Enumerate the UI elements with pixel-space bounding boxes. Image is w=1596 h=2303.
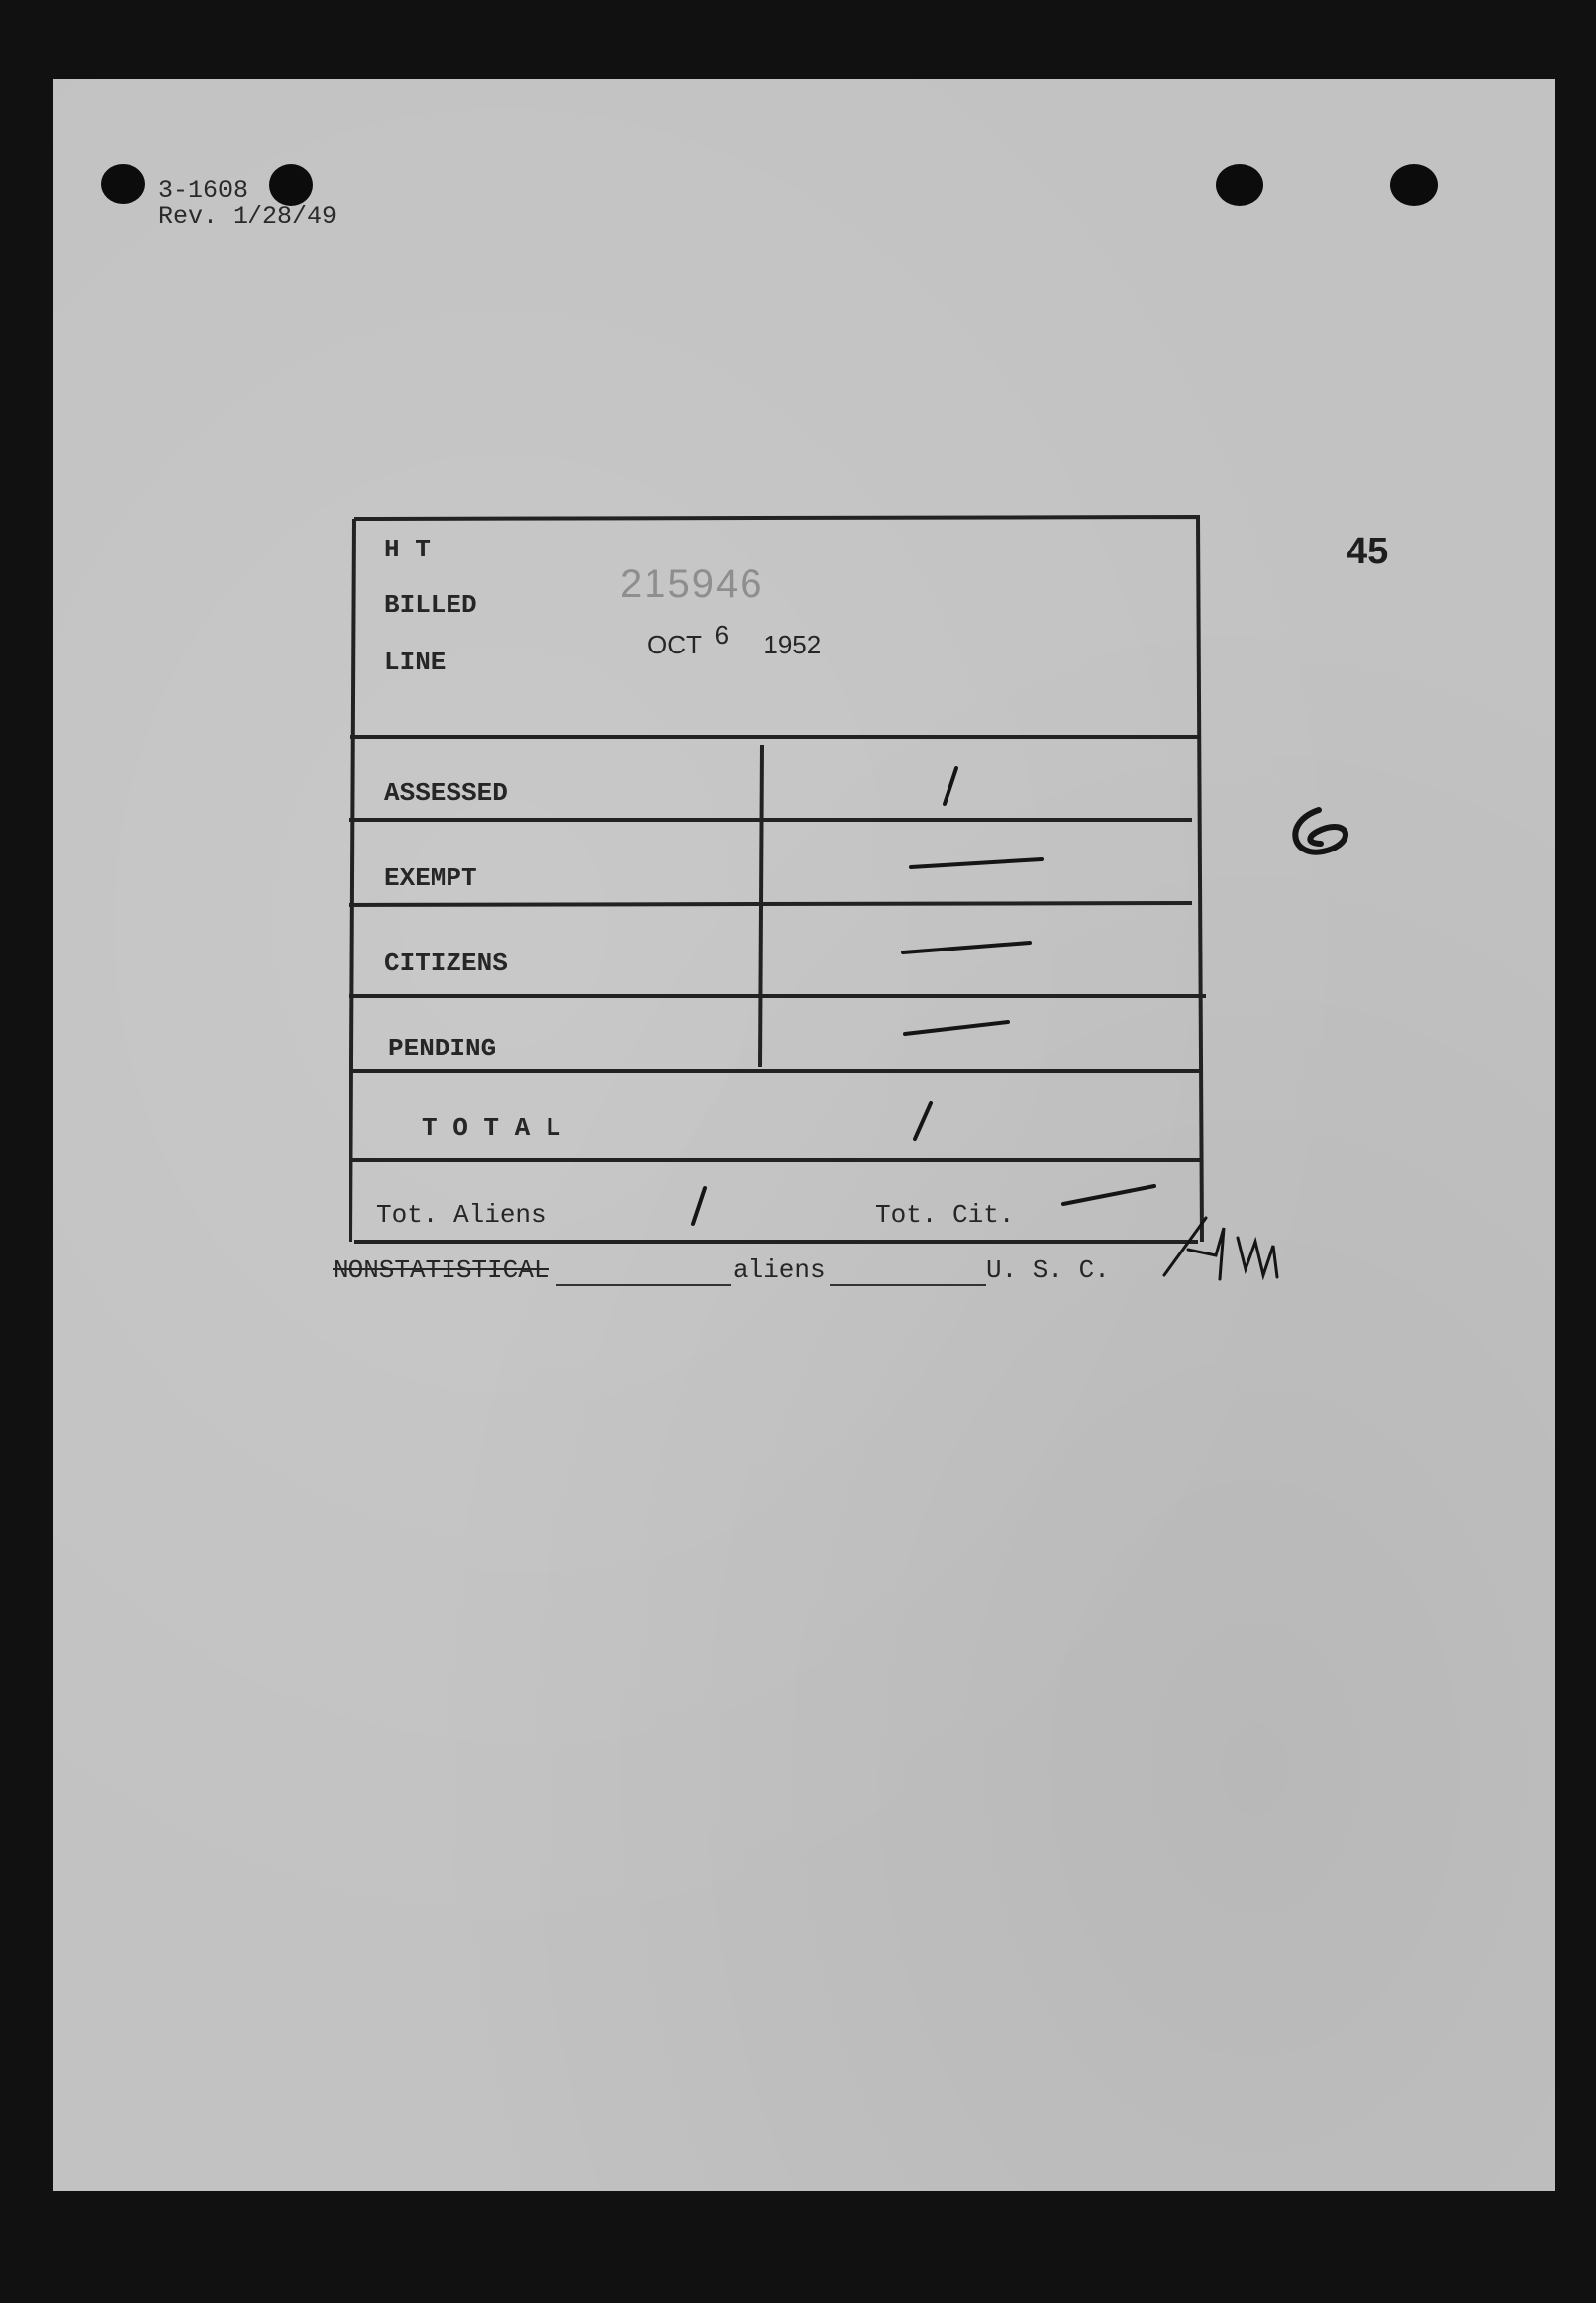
- page-number: 45: [1347, 531, 1389, 572]
- total-label: T O T A L: [422, 1113, 561, 1143]
- date-stamp: [648, 620, 822, 660]
- dash-mark: [903, 943, 1030, 952]
- date-month: OCT: [648, 630, 702, 659]
- tot-aliens-label: Tot. Aliens: [376, 1200, 547, 1230]
- form-revision: Rev. 1/28/49: [158, 202, 338, 231]
- dash-mark: [1063, 1186, 1154, 1204]
- date-year: 1952: [763, 630, 822, 659]
- table-border: [350, 519, 354, 1242]
- table-column-divider: [760, 745, 762, 1067]
- row-label-assessed: ASSESSED: [384, 778, 508, 808]
- side-mark: [1295, 810, 1346, 852]
- row-label-citizens: CITIZENS: [384, 949, 508, 978]
- row-label-pending: PENDING: [388, 1034, 497, 1063]
- nonstatistical-label: NONSTATISTICAL: [333, 1255, 549, 1285]
- stamp-number: 215946: [620, 562, 764, 606]
- tally-mark: [915, 1103, 931, 1139]
- billed-label: BILLED: [384, 590, 477, 620]
- tally-mark: [693, 1188, 705, 1224]
- usc-label: U. S. C.: [986, 1255, 1110, 1285]
- handwritten-initials: [1164, 1218, 1277, 1279]
- tally-mark: [945, 768, 956, 804]
- date-day: 6: [714, 620, 730, 650]
- tot-cit-label: Tot. Cit.: [875, 1200, 1015, 1230]
- line-label: LINE: [384, 648, 447, 677]
- ht-label: H T: [384, 535, 431, 564]
- dash-mark: [911, 859, 1042, 867]
- table-rule: [349, 903, 1192, 905]
- dash-mark: [905, 1022, 1008, 1034]
- form-number: 3-1608: [158, 176, 249, 205]
- aliens-label: aliens: [733, 1255, 826, 1285]
- row-label-exempt: EXEMPT: [384, 863, 477, 893]
